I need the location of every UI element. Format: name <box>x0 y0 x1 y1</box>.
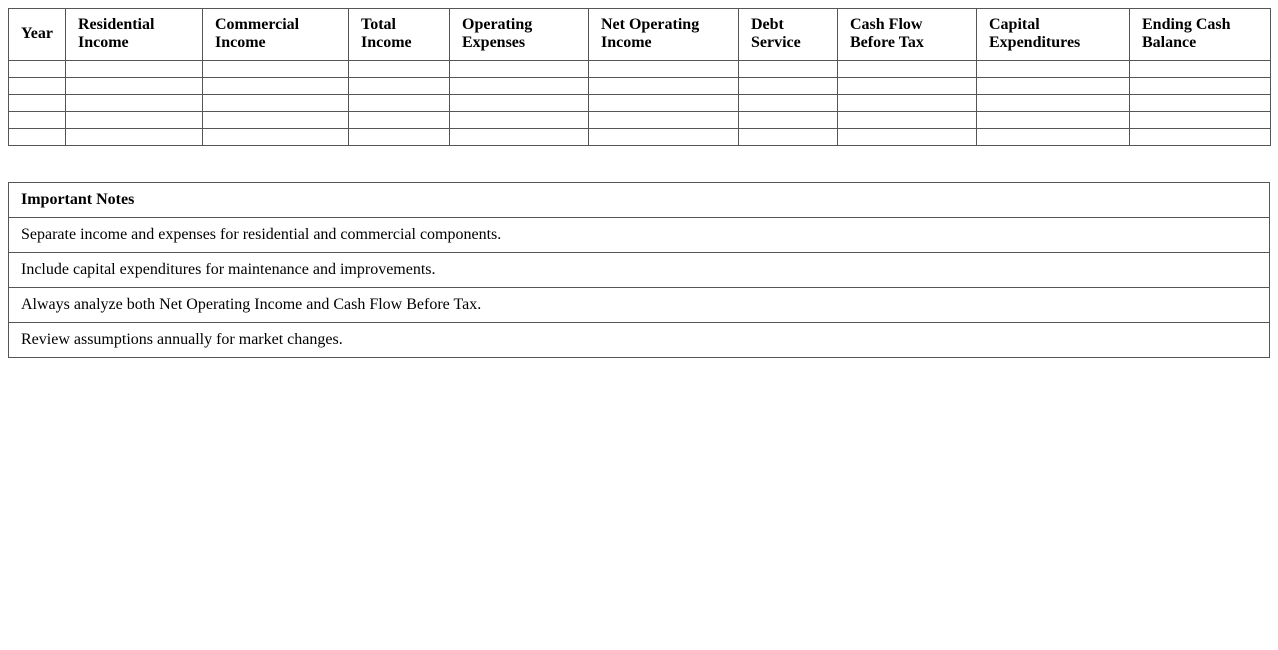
table-cell <box>589 95 739 112</box>
table-cell <box>977 129 1130 146</box>
table-cell <box>589 129 739 146</box>
table-cell <box>977 61 1130 78</box>
table-cell <box>66 95 203 112</box>
table-cell <box>203 129 349 146</box>
table-cell <box>450 78 589 95</box>
note-row <box>9 323 1270 358</box>
table-row <box>9 78 1271 95</box>
table-cell <box>9 95 66 112</box>
column-header-year: Year <box>9 9 66 61</box>
table-cell <box>9 112 66 129</box>
column-header-cash-flow-before-tax: Cash Flow Before Tax <box>838 9 977 61</box>
table-cell <box>838 78 977 95</box>
table-cell <box>450 112 589 129</box>
cash-flow-table <box>8 8 1271 146</box>
table-cell <box>589 78 739 95</box>
table-cell <box>1130 78 1271 95</box>
note-item: Include capital expenditures for maintenance and improvements. <box>9 253 1270 288</box>
table-cell <box>349 61 450 78</box>
column-header-capital-expenditures: Capital Expenditures <box>977 9 1130 61</box>
table-cell <box>450 61 589 78</box>
table-cell <box>739 129 838 146</box>
column-header-residential-income: Residential Income <box>66 9 203 61</box>
table-row <box>9 129 1271 146</box>
table-cell <box>838 112 977 129</box>
note-item: Review assumptions annually for market changes. <box>9 323 1270 358</box>
table-cell <box>450 95 589 112</box>
table-cell <box>977 95 1130 112</box>
notes-title: Important Notes <box>9 183 1270 218</box>
table-cell <box>203 78 349 95</box>
table-cell <box>1130 129 1271 146</box>
column-header-commercial-income: Commercial Income <box>203 9 349 61</box>
note-item: Separate income and expenses for residential and commercial components. <box>9 218 1270 253</box>
table-cell <box>739 112 838 129</box>
table-cell <box>349 112 450 129</box>
table-cell <box>838 61 977 78</box>
table-cell <box>739 61 838 78</box>
table-cell <box>450 129 589 146</box>
table-cell <box>349 95 450 112</box>
header-row <box>9 9 1271 61</box>
table-cell <box>838 129 977 146</box>
column-header-net-operating-income: Net Operating Income <box>589 9 739 61</box>
note-row <box>9 288 1270 323</box>
note-row <box>9 253 1270 288</box>
table-cell <box>589 61 739 78</box>
table-cell <box>838 95 977 112</box>
page-content <box>8 8 1270 358</box>
table-row <box>9 61 1271 78</box>
table-row <box>9 112 1271 129</box>
column-header-operating-expenses: Operating Expenses <box>450 9 589 61</box>
table-cell <box>739 78 838 95</box>
table-cell <box>66 61 203 78</box>
table-cell <box>349 78 450 95</box>
column-header-ending-cash-balance: Ending Cash Balance <box>1130 9 1271 61</box>
table-cell <box>739 95 838 112</box>
table-cell <box>1130 112 1271 129</box>
table-cell <box>66 112 203 129</box>
table-cell <box>203 95 349 112</box>
table-cell <box>589 112 739 129</box>
table-row <box>9 95 1271 112</box>
notes-header-row <box>9 183 1270 218</box>
column-header-debt-service: Debt Service <box>739 9 838 61</box>
note-row <box>9 218 1270 253</box>
column-header-total-income: Total Income <box>349 9 450 61</box>
table-cell <box>9 129 66 146</box>
table-cell <box>1130 61 1271 78</box>
table-cell <box>66 78 203 95</box>
table-cell <box>203 112 349 129</box>
table-cell <box>66 129 203 146</box>
table-cell <box>203 61 349 78</box>
table-cell <box>1130 95 1271 112</box>
table-cell <box>9 78 66 95</box>
table-cell <box>9 61 66 78</box>
important-notes-table <box>8 182 1270 358</box>
note-item: Always analyze both Net Operating Income and Cash Flow Before Tax. <box>9 288 1270 323</box>
table-cell <box>977 112 1130 129</box>
table-cell <box>349 129 450 146</box>
table-cell <box>977 78 1130 95</box>
